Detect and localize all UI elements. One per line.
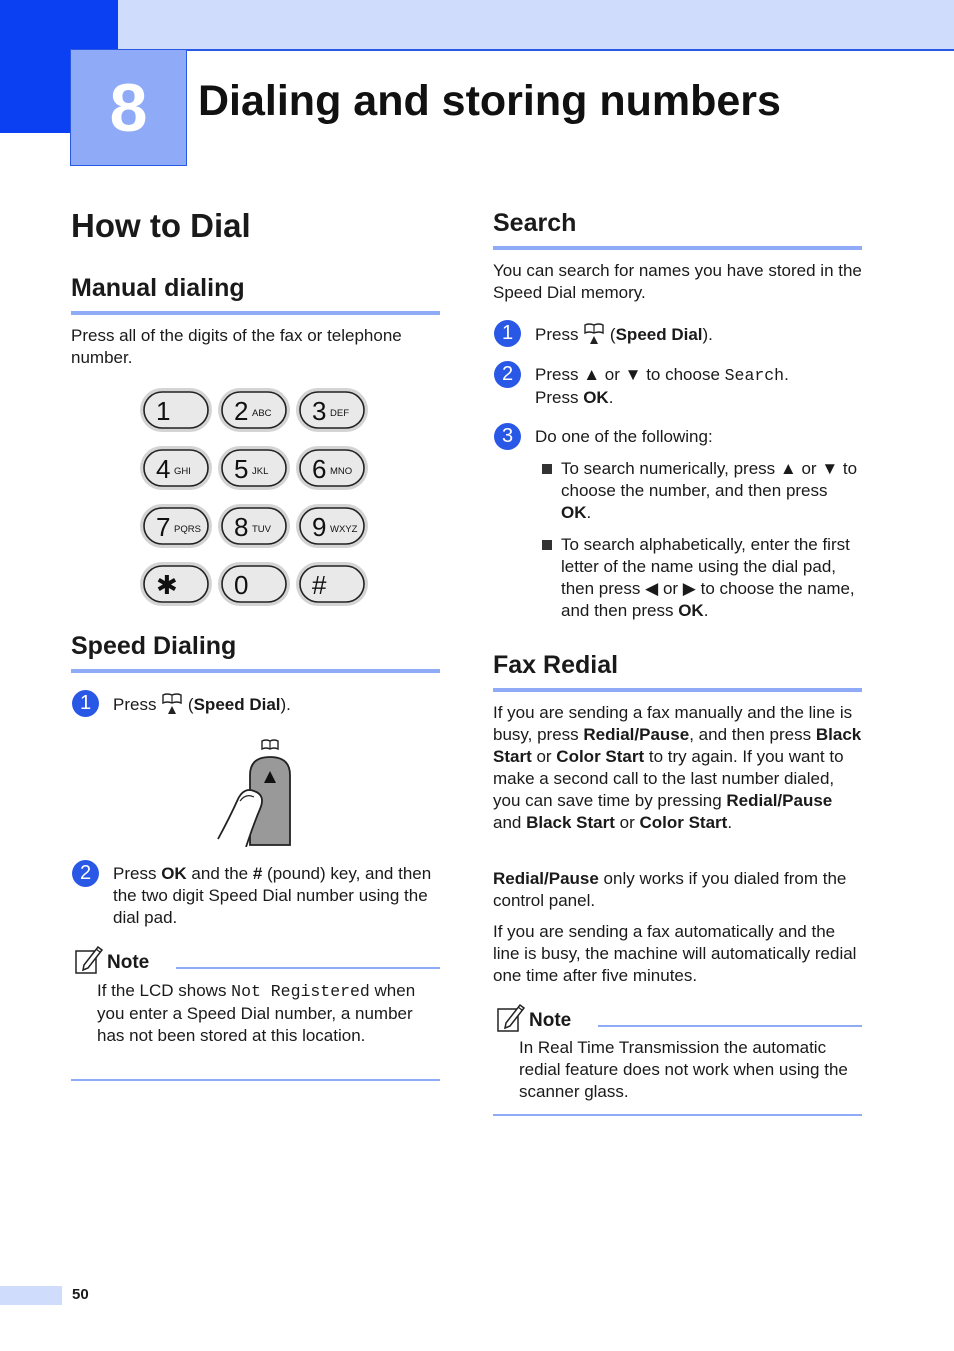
speed-step1-text: Press (Speed Dial). [113, 692, 433, 716]
dial-key-0 [218, 562, 290, 606]
note-label: Note [529, 1010, 572, 1031]
speed-dialing-heading: Speed Dialing [71, 632, 440, 673]
book-icon [161, 692, 183, 716]
dial-key-digit: 6 [312, 454, 327, 484]
note-pencil-icon [496, 1003, 526, 1033]
note-text: In Real Time Transmission the automatic redial feature does not work when using the scanner glass. [519, 1038, 848, 1101]
note-pencil-icon [74, 945, 104, 975]
search-intro: You can search for names you have stored in the Speed Dial memory. [493, 261, 862, 302]
search-step2-text: Press ▲ or ▼ to choose Search. Press OK. [535, 365, 789, 407]
dial-key-4 [140, 446, 212, 490]
note-text: If the LCD shows Not Registered when you enter a Speed Dial number, a number has not been stored at this location. [97, 981, 416, 1045]
fax-redial-paragraph-2: Redial/Pause only works if you dialed from the control panel. [493, 869, 847, 910]
dial-key-letters: JKL [252, 466, 269, 477]
manual-dialing-heading: Manual dialing [71, 274, 440, 315]
header-band [118, 0, 954, 51]
dial-key-7 [140, 504, 212, 548]
left-arrow-icon: ◀ [645, 579, 659, 598]
chapter-number-box [70, 49, 187, 166]
note-label: Note [107, 952, 150, 973]
book-icon [583, 322, 605, 346]
up-arrow-icon: ▲ [779, 459, 797, 478]
dial-key-letters: WXYZ [330, 524, 358, 535]
chapter-title: Dialing and storing numbers [198, 77, 781, 125]
dial-key-digit: ✱ [156, 570, 178, 600]
dial-key-letters: TUV [252, 524, 271, 535]
search-heading: Search [493, 209, 862, 250]
up-arrow-icon: ▲ [583, 365, 601, 384]
fax-redial-paragraph-3: If you are sending a fax automatically and the line is busy, the machine will automatically redial one time after five minutes. [493, 922, 857, 985]
dial-key-letters: DEF [330, 408, 349, 419]
dial-key-digit: 7 [156, 512, 171, 542]
search-step3-text: Do one of the following: [535, 427, 713, 446]
page-tab [0, 1286, 62, 1305]
dial-key-1 [140, 388, 212, 432]
note-bottom-rule [493, 1114, 862, 1116]
dial-key-star [140, 562, 212, 606]
dial-key-letters: ABC [252, 408, 272, 419]
dial-pad-illustration [138, 386, 372, 608]
step-number: 1 [494, 320, 521, 347]
search-step1-text: Press (Speed Dial). [535, 322, 855, 346]
dial-key-digit: 8 [234, 512, 249, 542]
dial-key-letters: MNO [330, 466, 353, 477]
step-number: 2 [72, 860, 99, 887]
dial-key-9 [296, 504, 368, 548]
search-bullet2-text: To search alphabetically, enter the first letter of the name using the dial pad, then press ◀ or ▶ to choose the name, and then press OK. [561, 535, 855, 620]
dial-key-letters: GHI [174, 466, 191, 477]
note-top-rule [598, 1025, 862, 1027]
dial-key-digit: 2 [234, 396, 249, 426]
dial-key-digit: 9 [312, 512, 327, 542]
dial-key-digit: 0 [234, 570, 249, 600]
manual-dialing-text: Press all of the digits of the fax or telephone number. [71, 326, 402, 367]
down-arrow-icon: ▼ [624, 365, 642, 384]
note-top-rule [176, 967, 440, 969]
search-bullet1-text: To search numerically, press ▲ or ▼ to choose the number, and then press OK. [561, 459, 858, 522]
step-number: 3 [494, 423, 521, 450]
dial-key-letters: PQRS [174, 524, 201, 535]
chapter-number: 8 [109, 69, 148, 146]
step-number: 1 [72, 690, 99, 717]
fax-redial-paragraph-1: If you are sending a fax manually and the line is busy, press Redial/Pause, and then press Black Start or Color Start to try again. If you want to make a second call to the last number dialed, you can save time by pressing Redial/Pause and Black Start or Color Start. [493, 703, 862, 832]
dial-key-digit: # [312, 570, 327, 600]
step-number: 2 [494, 361, 521, 388]
dial-key-8 [218, 504, 290, 548]
dial-key-pound [296, 562, 368, 606]
down-arrow-icon: ▼ [821, 459, 839, 478]
bullet-square-icon [542, 464, 552, 474]
dial-key-digit: 5 [234, 454, 249, 484]
dial-key-3 [296, 388, 368, 432]
dial-key-digit: 1 [156, 396, 171, 426]
right-arrow-icon: ▶ [682, 579, 696, 598]
note-bottom-rule [71, 1079, 440, 1081]
bullet-square-icon [542, 540, 552, 550]
speed-step2-text: Press OK and the # (pound) key, and then the two digit Speed Dial number using the dial pad. [113, 864, 432, 927]
fax-redial-heading: Fax Redial [493, 651, 862, 692]
page-number: 50 [72, 1286, 89, 1303]
dial-key-digit: 4 [156, 454, 171, 484]
speed-dial-press-illustration [210, 735, 300, 847]
how-to-dial-heading: How to Dial [71, 207, 251, 244]
dial-key-2 [218, 388, 290, 432]
dial-key-5 [218, 446, 290, 490]
dial-key-digit: 3 [312, 396, 327, 426]
book-icon [262, 740, 278, 749]
dial-key-6 [296, 446, 368, 490]
